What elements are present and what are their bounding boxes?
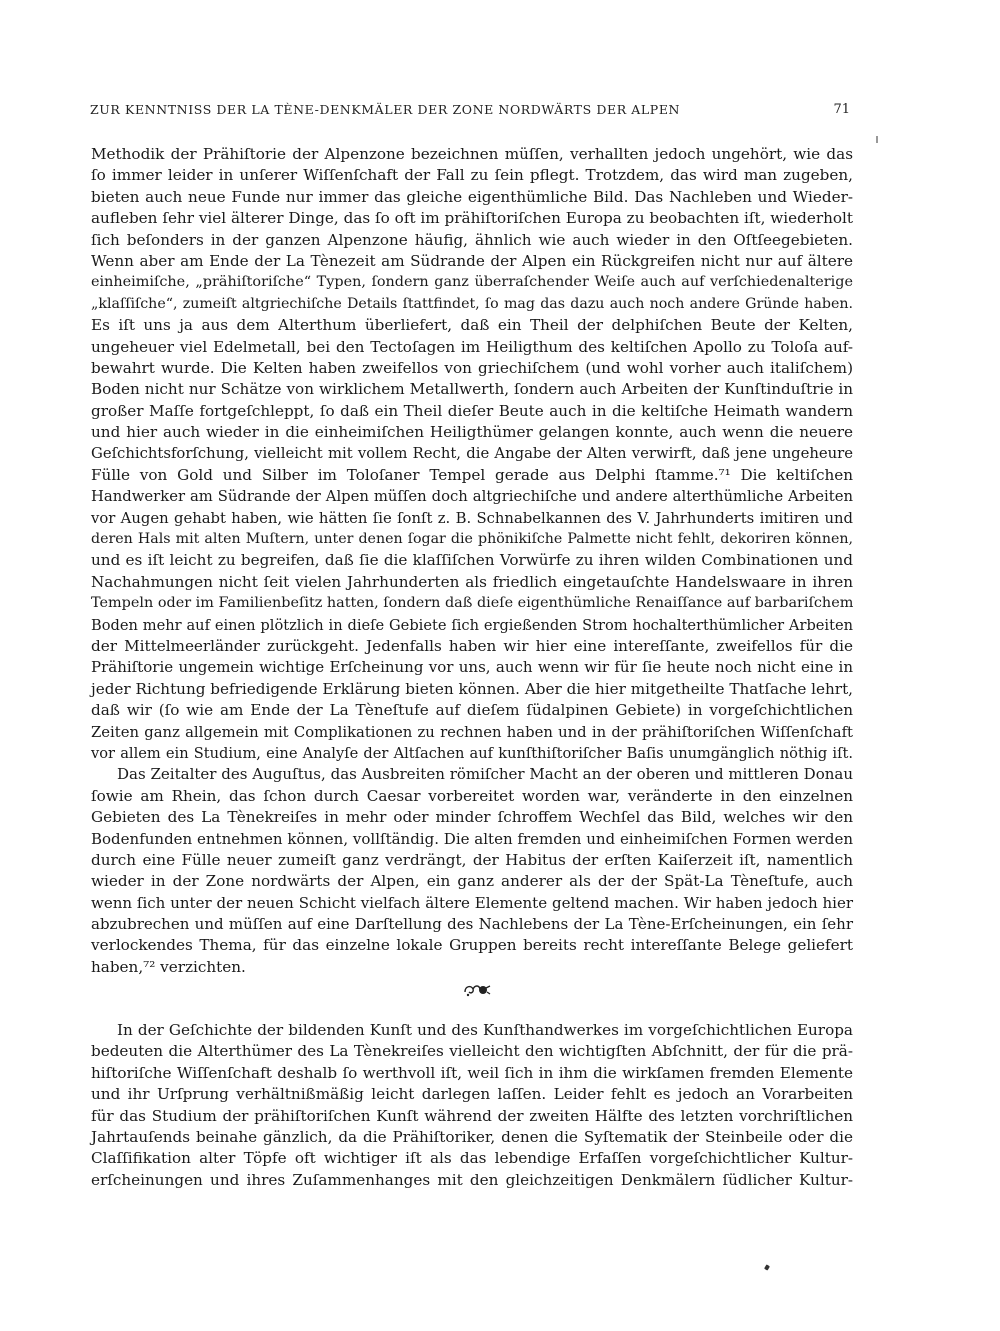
text-block-main (91, 144, 853, 978)
text-line: ſowie am Rhein, das ſchon durch Caesar vorbereitet worden war, veränderte in den einzelnen (91, 786, 853, 805)
text-line: Fülle von Gold und Silber im Toloſaner Tempel gerade aus Delphi ſtamme.⁷¹ Die keltiſchen (91, 465, 853, 484)
text-line: und es iſt leicht zu begreifen, daß ſie die klaſſiſchen Vorwürfe zu ihren wilden Combinationen und (91, 551, 853, 570)
text-line: jeder Richtung befriedigende Erklärung bieten können. Aber die hier mitgetheilte Thatſache lehrt, (91, 679, 853, 698)
text-line: großer Maſſe fortgeſchleppt, ſo daß ein Theil dieſer Beute auch in die keltiſche Heimath wandern (91, 401, 853, 420)
text-line: daß wir (ſo wie am Ende der La Tèneſtufe auf dieſem ſüdalpinen Gebiete) in vorgeſchichtlichen (91, 701, 853, 720)
text-line: Zeiten ganz allgemein mit Complikationen zu rechnen haben und in der prähiſtoriſchen Wiſſenſchaft (91, 723, 853, 741)
text-line: haben,⁷² verzichten. (91, 957, 246, 976)
text-line: Jahrtauſends beinahe gänzlich, da die Prähiſtoriker, denen die Syſtematik der Steinbeile oder die (91, 1127, 853, 1146)
text-line: und hier auch wieder in die einheimiſchen Heiligthümer gelangen konnte, auch wenn die neuere (91, 423, 853, 442)
text-line: Bodenfunden entnehmen können, vollſtändig. Die alten fremden und einheimiſchen Formen werden (91, 829, 853, 848)
ornament-icon (462, 981, 492, 999)
text-line: Das Zeitalter des Auguſtus, das Ausbreiten römiſcher Macht an der oberen und mittleren Donau (117, 765, 853, 784)
text-line: bedeuten die Alterthümer des La Tènekreiſes vielleicht den wichtigſten Abſchnitt, der für die prä- (91, 1042, 853, 1061)
text-line: für das Studium der prähiſtoriſchen Kunſt während der zweiten Hälfte des letzten vorchriſtlichen (91, 1106, 853, 1125)
text-line: abzubrechen und müſſen auf eine Darſtellung des Nachlebens der La Tène-Erſcheinungen, ein ſehr (91, 915, 853, 934)
text-line: ſo immer leider in unſerer Wiſſenſchaft der Fall zu ſein pflegt. Trotzdem, das wird man zugeben, (91, 166, 853, 185)
text-line: Handwerker am Südrande der Alpen müſſen doch altgriechiſche und andere alterthümliche Arbeiten (91, 488, 853, 506)
text-line: bieten auch neue Funde nur immer das gleiche eigenthümliche Bild. Das Nachleben und Wieder- (91, 187, 853, 206)
running-head (90, 102, 850, 122)
text-line: wieder in der Zone nordwärts der Alpen, ein ganz anderer als der der Spät-La Tèneſtufe, auch (91, 872, 853, 891)
text-line: erſcheinungen und ihres Zuſammenhanges mit den gleichzeitigen Denkmälern ſüdlicher Kultur- (91, 1170, 853, 1189)
text-line: vor Augen gehabt haben, wie hätten ſie ſonſt z. B. Schnabelkannen des V. Jahrhunderts imitiren und (91, 509, 853, 527)
text-line: Claſſifikation alter Töpfe oft wichtiger iſt als das lebendige Erfaſſen vorgeſchichtlicher Kultur- (91, 1149, 853, 1168)
text-line: Geſchichtsforſchung, vielleicht mit vollem Recht, die Angabe der Alten verwirft, daß jene ungeheure (91, 445, 853, 463)
text-line: und ihr Urſprung verhältnißmäßig leicht darlegen laſſen. Leider fehlt es jedoch an Vorarbeiten (91, 1085, 853, 1104)
text-line: Wenn aber am Ende der La Tènezeit am Südrande der Alpen ein Rückgreifen nicht nur auf ältere (91, 251, 853, 270)
text-line: In der Geſchichte der bildenden Kunſt und des Kunſthandwerkes im vorgeſchichtlichen Europa (117, 1021, 853, 1039)
text-line: Tempeln oder im Familienbeſitz hatten, ſondern daß dieſe eigenthümliche Renaiſſance auf barbariſchem (91, 595, 854, 612)
text-line: Gebieten des La Tènekreiſes in mehr oder minder ſchroffem Wechſel das Bild, welches wir den (91, 808, 853, 827)
text-line: „klaſſiſche“, zumeiſt altgriechiſche Details ſtattfindet, ſo mag das dazu auch noch andere Gründe haben. (91, 295, 853, 312)
text-line: bewahrt wurde. Die Kelten haben zweifellos von griechiſchem (und wohl vorher auch italiſchem) (91, 358, 853, 377)
text-line: durch eine Fülle neuer zumeiſt ganz verdrängt, der Habitus der erſten Kaiſerzeit iſt, namentlich (91, 850, 853, 869)
text-line: Boden nicht nur Schätze von wirklichem Metallwerth, ſondern auch Arbeiten der Kunſtinduſtrie in (91, 380, 853, 399)
text-line: der Mittelmeerländer zurückgeht. Jedenfalls haben wir hier eine intereſſante, zweifellos für die (91, 636, 853, 655)
text-line: Methodik der Prähiſtorie der Alpenzone bezeichnen müſſen, verhallten jedoch ungehört, wie das (91, 145, 853, 163)
text-line: ungeheuer viel Edelmetall, bei den Tectoſagen im Heiligthum des keltiſchen Apollo zu Toloſa auf- (91, 337, 853, 356)
print-speck (876, 136, 878, 143)
text-line: vor allem ein Studium, eine Analyſe der Altſachen auf kunſthiſtoriſcher Baſis unumgänglich nöthig iſt. (91, 744, 853, 762)
text-block-section (91, 1020, 853, 1191)
text-line: hiſtoriſche Wiſſenſchaft deshalb ſo werthvoll iſt, weil ſich in ihm die wirkſamen fremden Elemente (91, 1063, 853, 1082)
text-line: wenn ſich unter der neuen Schicht vielfach ältere Elemente geltend machen. Wir haben jedoch hier (91, 893, 853, 912)
text-line: Nachahmungen nicht ſeit vielen Jahrhunderten als friedlich eingetauſchte Handelswaare in ihren (91, 572, 853, 591)
text-line: deren Hals mit alten Muſtern, unter denen ſogar die phönikiſche Palmette nicht fehlt, dekoriren können, (91, 531, 853, 548)
text-line: einheimiſche, „prähiſtoriſche“ Typen, ſondern ganz überraſchender Weiſe auch auf verſchiedenalterige (91, 274, 853, 291)
text-line: Es iſt uns ja aus dem Alterthum überliefert, daß ein Theil der delphiſchen Beute der Kelten, (91, 316, 853, 335)
text-line: aufleben ſehr viel älterer Dinge, das ſo oft im prähiſtoriſchen Europa zu beobachten iſt, wiederholt (91, 209, 853, 228)
text-line: Prähiſtorie ungemein wichtige Erſcheinung vor uns, auch wenn wir für ſie heute noch nicht eine in (91, 658, 853, 677)
running-title: ZUR KENNTNISS DER LA TÈNE-DENKMÄLER DER ZONE NORDWÄRTS DER ALPEN (90, 102, 681, 117)
print-speck (764, 1264, 770, 1270)
page-number: 71 (833, 102, 850, 117)
text-line: ſich beſonders in der ganzen Alpenzone häufig, ähnlich wie auch wieder in den Oſtſeegebieten. (91, 230, 853, 249)
text-line: Boden mehr auf einen plötzlich in dieſe Gebiete ſich ergießenden Strom hochalterthümlicher Arbeiten (91, 616, 853, 634)
text-line: verlockendes Thema, für das einzelne lokale Gruppen bereits recht intereſſante Belege geliefert (91, 936, 853, 955)
